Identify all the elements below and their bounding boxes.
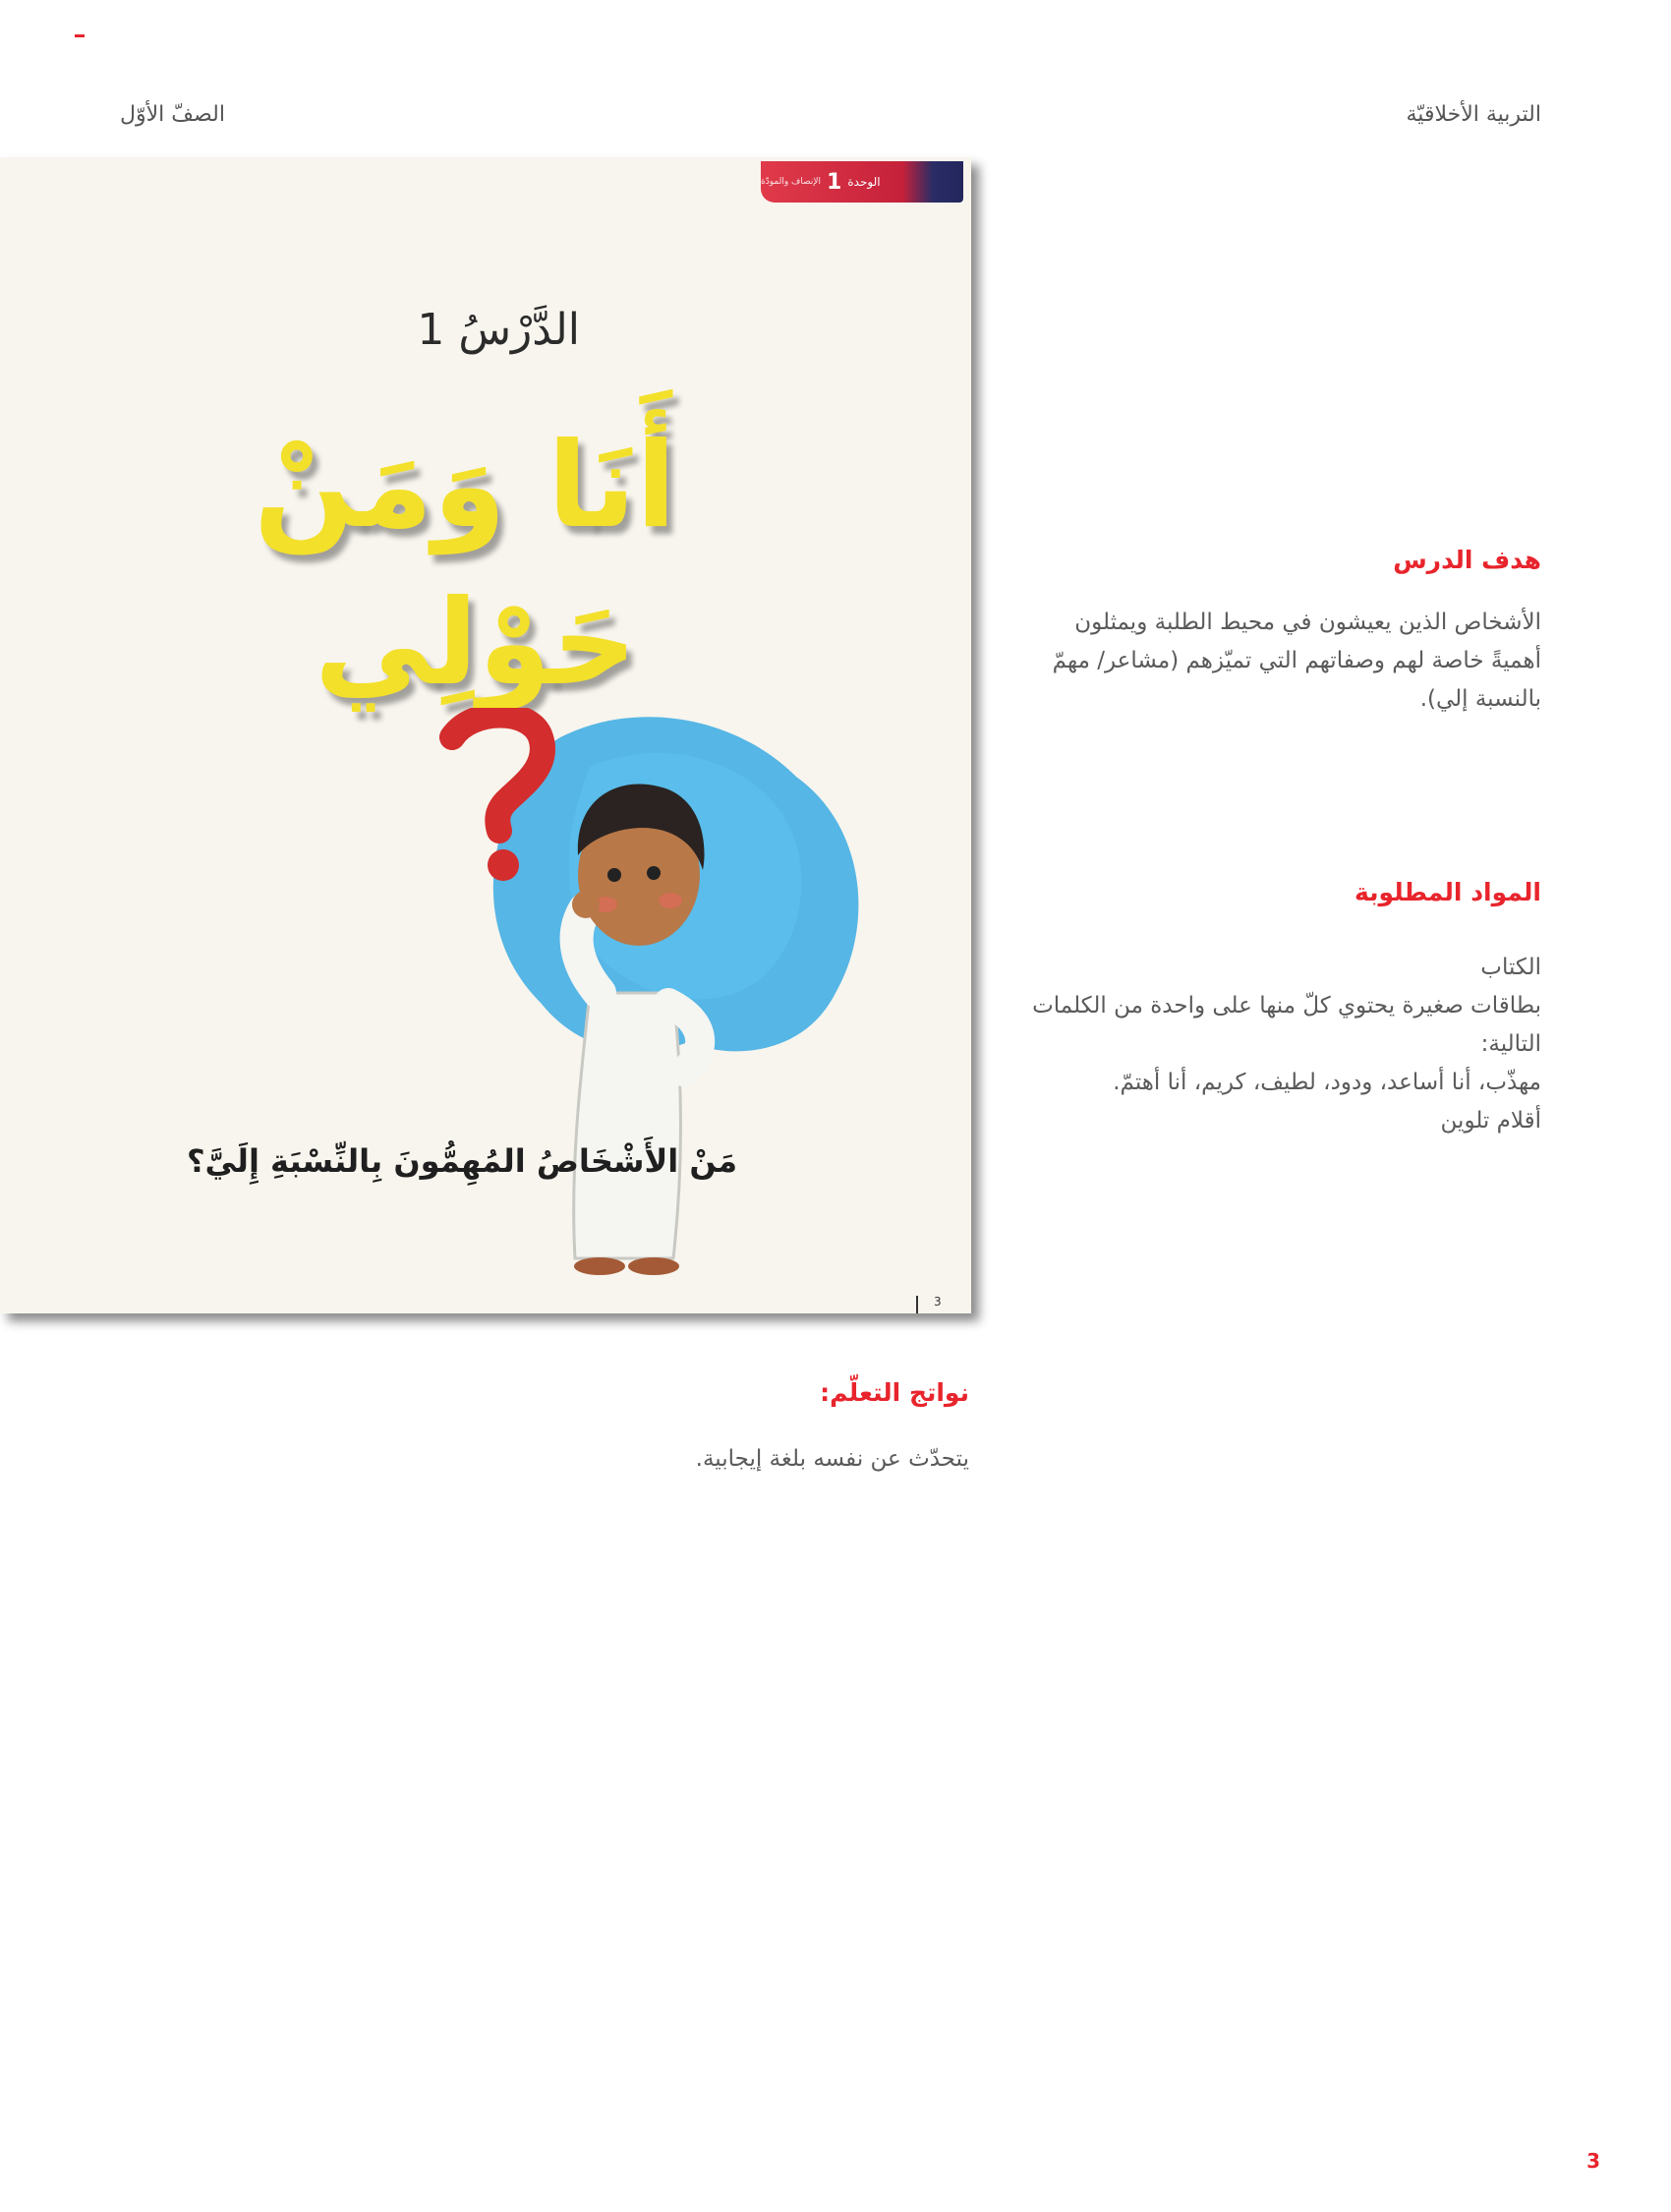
list-item: أقلام تلوين: [1440, 1108, 1541, 1134]
lesson-title-line1: أَنَا وَمَنْ: [254, 418, 676, 554]
lesson-title-line2: حَوْلِي: [314, 575, 637, 712]
list-item: بطاقات صغيرة يحتوي كلّ منها على واحدة من الكلمات التالية:: [1032, 993, 1541, 1057]
page-rule: [916, 1296, 918, 1313]
goal-heading: هدف الدرس: [1393, 546, 1541, 574]
boy-illustration: [413, 708, 875, 1298]
materials-heading: المواد المطلوبة: [1354, 878, 1541, 906]
red-mark: [75, 34, 85, 37]
unit-label: الوحدة: [847, 175, 881, 189]
lesson-question: مَنْ الأَشْخَاصُ المُهِمُّونَ بِالنِّسْبَةِ إِلَيَّ؟: [186, 1142, 737, 1180]
grade-header: الصفّ الأوّل: [120, 102, 225, 127]
materials-list: [1010, 949, 1541, 1140]
unit-tab: [761, 161, 963, 203]
outcomes-text: يتحدّث عن نفسه بلغة إيجابية.: [695, 1446, 969, 1472]
unit-subtitle: الإنصاف والمودّة: [761, 177, 822, 187]
goal-text: الأشخاص الذين يعيشون في محيط الطلبة ويمثلون أهميةً خاصة لهم وصفاتهم التي تميّزهم (مشاعر/ مهمّ بالنسبة إلي).: [1052, 610, 1541, 712]
list-item: الكتاب: [1480, 955, 1541, 980]
list-item: مهذّب، أنا أساعد، ودود، لطيف، كريم، أنا أهتمّ.: [1113, 1070, 1541, 1095]
page-number: 3: [1586, 2149, 1600, 2173]
outcomes-heading: نواتج التعلّم:: [820, 1378, 969, 1407]
lesson-label: الدَّرْسُ 1: [417, 305, 580, 355]
book-page-number: 3: [934, 1295, 942, 1309]
book-page-image: [0, 157, 971, 1313]
subject-header: التربية الأخلاقيّة: [1406, 102, 1541, 127]
unit-number: 1: [827, 169, 842, 195]
